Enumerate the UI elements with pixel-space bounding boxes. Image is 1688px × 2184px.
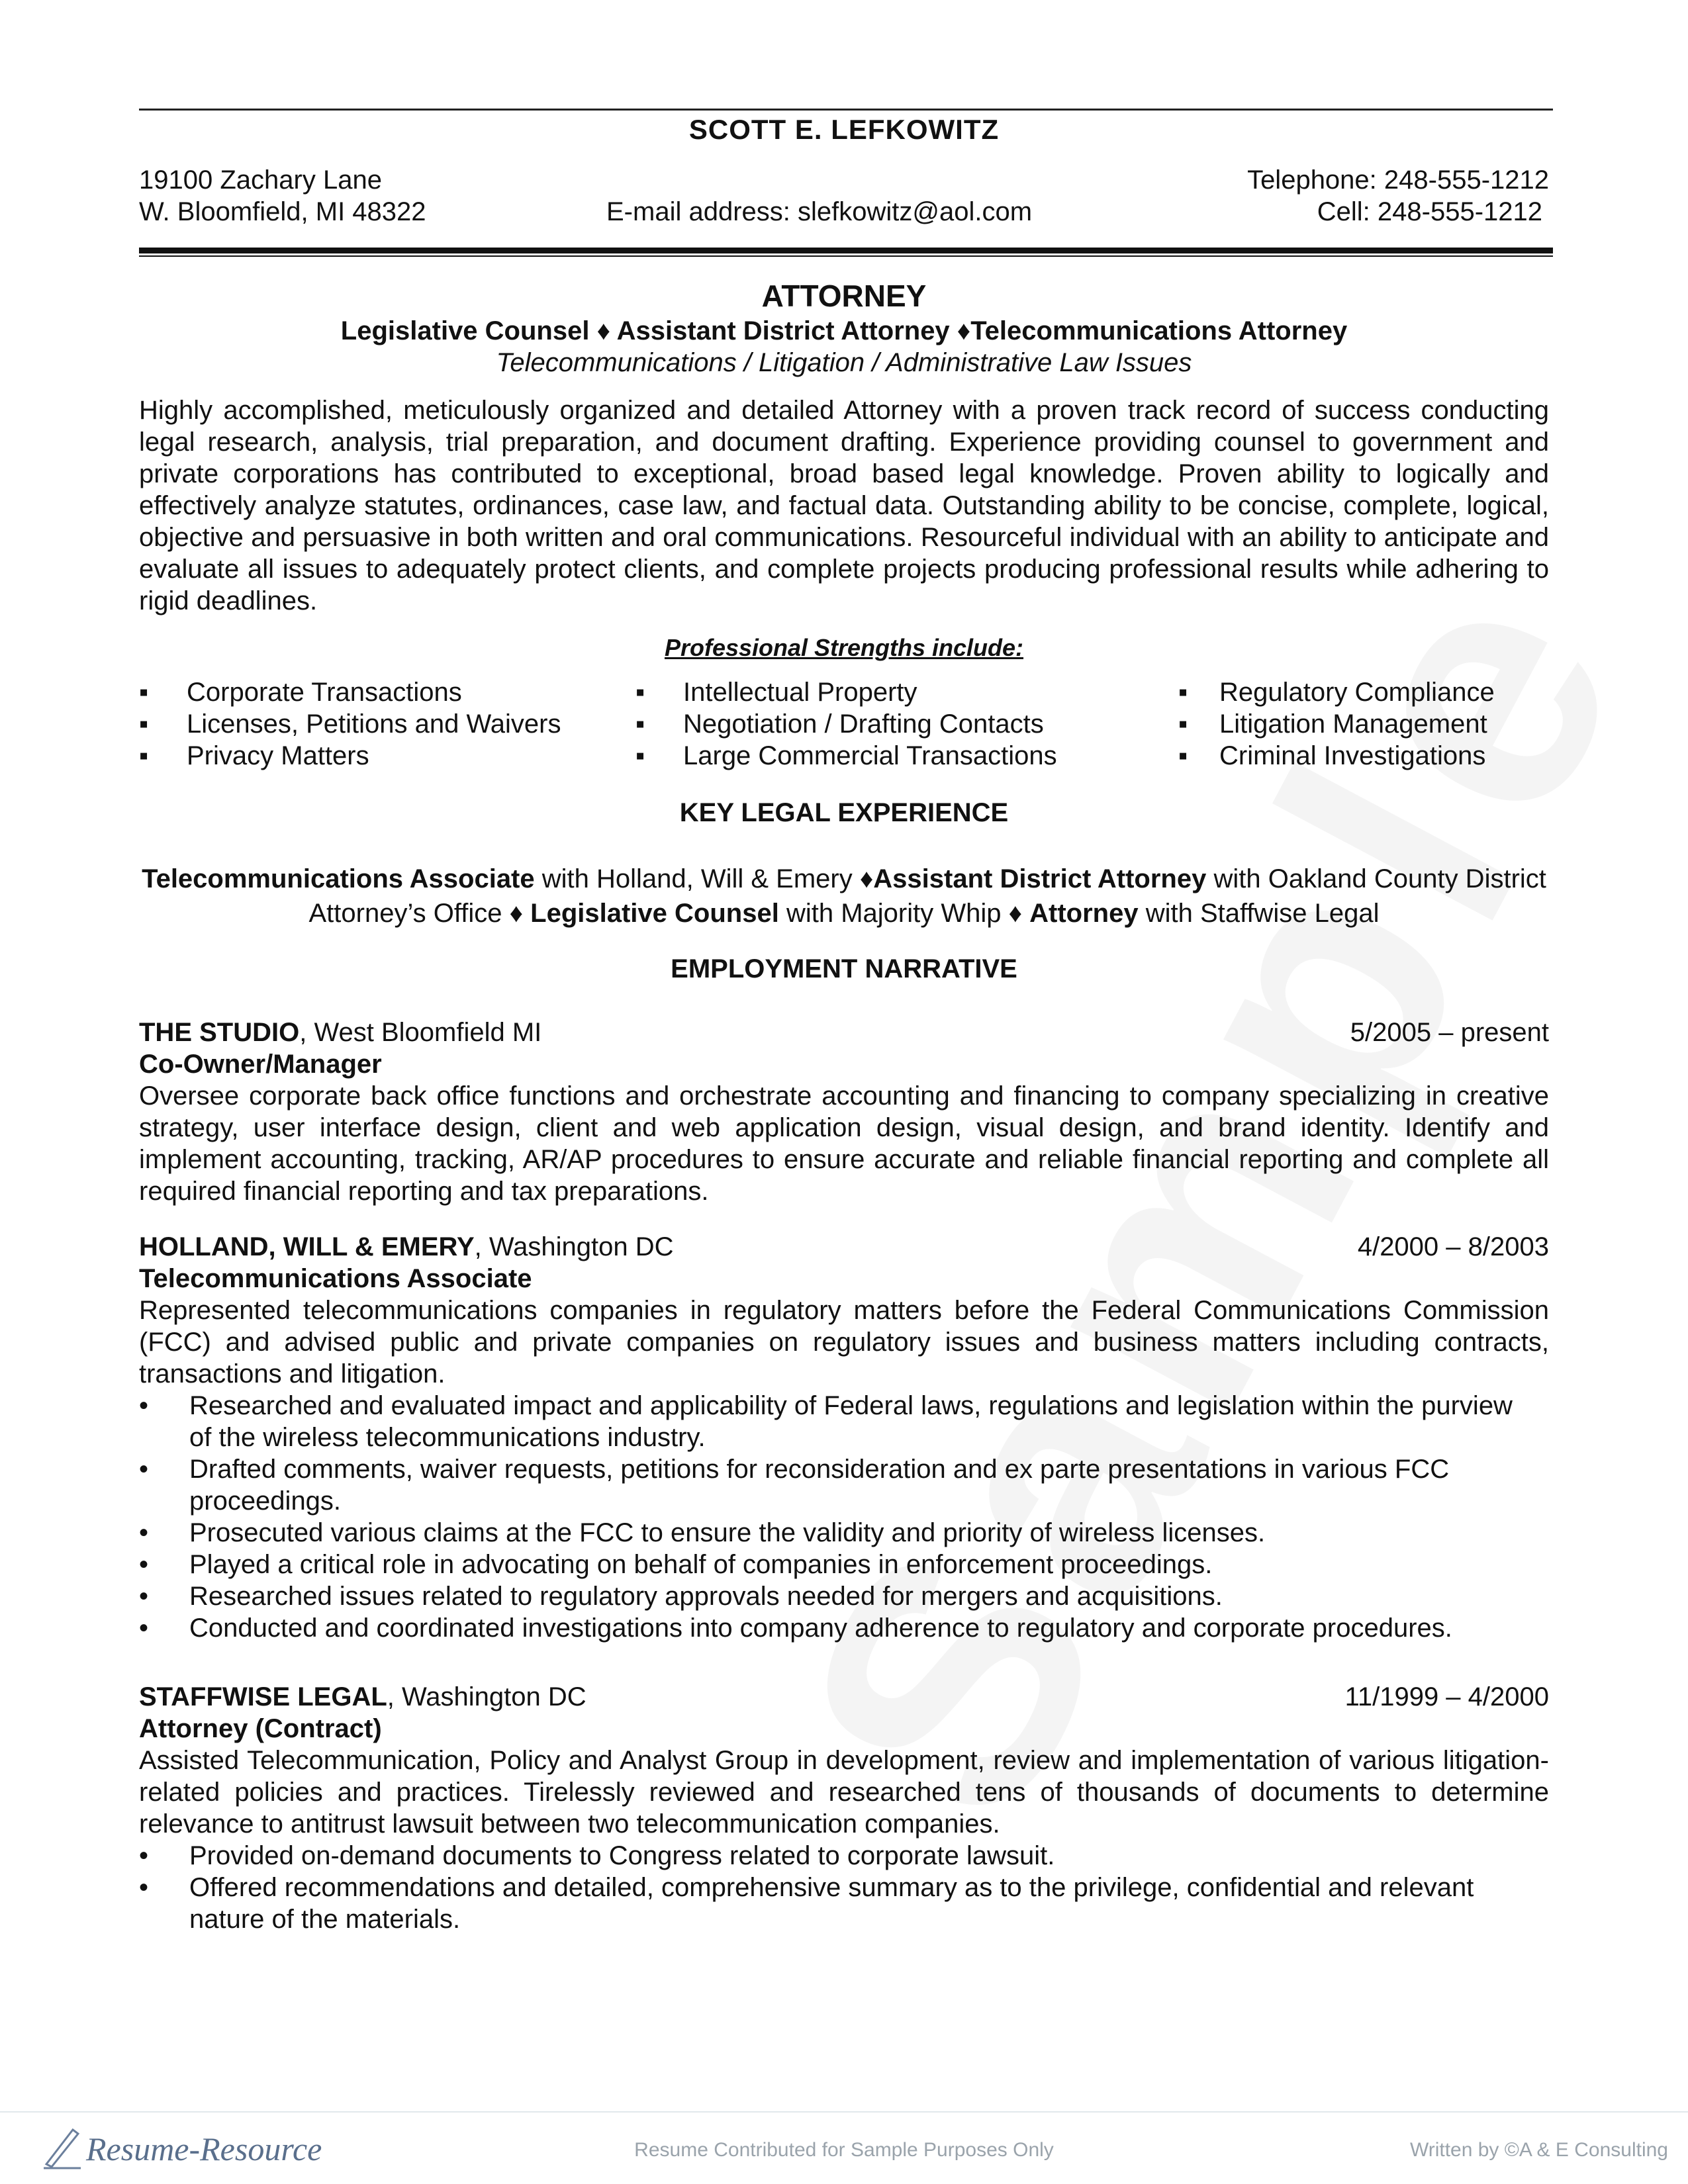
resume-resource-logo[interactable]: Resume-Resource xyxy=(86,2130,322,2167)
list-item: • Researched issues related to regulatory approvals needed for mergers and acquisitions. xyxy=(139,1582,1223,1611)
company-name: THE STUDIO xyxy=(139,1018,300,1047)
job-header xyxy=(139,1681,1549,1713)
job-dates: 4/2000 – 8/2003 xyxy=(1357,1232,1549,1261)
job-title: Telecommunications Associate xyxy=(139,1264,532,1293)
square-bullet-icon: ▪ xyxy=(635,678,645,707)
candidate-name: SCOTT E. LEFKOWITZ xyxy=(688,114,1000,145)
job-title: Attorney (Contract) xyxy=(139,1714,382,1743)
job-title: Co-Owner/Manager xyxy=(139,1050,382,1079)
square-bullet-icon: ▪ xyxy=(635,741,645,770)
list-item: • Offered recommendations and detailed, comprehensive summary as to the privilege, confidential and relevant nature of the materials. xyxy=(139,1873,1474,1934)
bullet-icon: • xyxy=(139,1873,149,1902)
telephone: Telephone: 248-555-1212 xyxy=(1247,165,1549,195)
company-name: HOLLAND, WILL & EMERY xyxy=(139,1232,475,1261)
list-item: • Played a critical role in advocating on behalf of companies in enforcement proceedings. xyxy=(139,1550,1213,1579)
email-address: E-mail address: slefkowitz@aol.com xyxy=(606,197,1033,226)
bullet-icon: • xyxy=(139,1518,149,1547)
address-line-2: W. Bloomfield, MI 48322 xyxy=(139,197,426,226)
list-item: • Conducted and coordinated investigations into company adherence to regulatory and corporate procedures. xyxy=(139,1614,1452,1643)
job-dates: 11/1999 – 4/2000 xyxy=(1344,1682,1549,1711)
bullet-icon: • xyxy=(139,1455,149,1484)
job-description: Represented telecommunications companies in regulatory matters before the Federal Communications Commission (FCC) and advised public and private companies on regulatory issues and business matters including contracts, transactions and litigation. xyxy=(139,1296,1549,1388)
job-header xyxy=(139,1231,1549,1263)
header-top-rule xyxy=(139,109,1553,111)
job-description: Oversee corporate back office functions and orchestrate accounting and financing to company specializing in creative strategy, user interface design, client and web application design, visual design, and brand identity. Identify and implement accounting, tracking, AR/AP procedures to ensure accurate and reliable financial reporting and complete all required financial reporting and tax preparations. xyxy=(139,1081,1549,1206)
list-item: • Researched and evaluated impact and applicability of Federal laws, regulations and legislation within the purview of the wireless telecommunications industry. xyxy=(139,1391,1513,1452)
headline-focus: Telecommunications / Litigation / Administrative Law Issues xyxy=(496,348,1192,377)
job-achievements xyxy=(139,1840,1516,1935)
square-bullet-icon: ▪ xyxy=(1178,678,1188,707)
bullet-icon: • xyxy=(139,1582,149,1611)
footer-divider xyxy=(0,2111,1688,2113)
key-experience-summary: Telecommunications Associate with Holland, Will & Emery ♦Assistant District Attorney with Oakland County District Attorney’s Office ♦ Legislative Counsel with Majority Whip ♦ Attorney with Staffwise Legal xyxy=(142,864,1546,928)
company-name: STAFFWISE LEGAL xyxy=(139,1682,387,1711)
diamond-separator-icon: ♦ xyxy=(1008,899,1022,928)
footer-credit: Written by ©A & E Consulting xyxy=(1409,2139,1668,2161)
square-bullet-icon: ▪ xyxy=(139,709,149,739)
list-item: • Prosecuted various claims at the FCC to ensure the validity and priority of wireless licenses. xyxy=(139,1518,1266,1547)
company-location: , Washington DC xyxy=(387,1682,586,1711)
list-item: • Provided on-demand documents to Congress related to corporate lawsuit. xyxy=(139,1841,1055,1870)
job-description: Assisted Telecommunication, Policy and Analyst Group in development, review and implementation of various litigation-related policies and practices. Tirelessly reviewed and researched tens of thousands of documents to determine relevance to antitrust lawsuit between two telecommunication companies. xyxy=(139,1746,1549,1839)
job-header xyxy=(139,1017,1549,1048)
square-bullet-icon: ▪ xyxy=(635,709,645,739)
cell-phone: Cell: 248-555-1212 xyxy=(1317,197,1542,226)
bullet-icon: • xyxy=(139,1550,149,1579)
square-bullet-icon: ▪ xyxy=(139,741,149,770)
square-bullet-icon: ▪ xyxy=(1178,741,1188,770)
diamond-separator-icon: ♦ xyxy=(859,864,874,893)
headline-roles: Legislative Counsel ♦ Assistant District Attorney ♦Telecommunications Attorney xyxy=(340,316,1348,345)
employment-heading: EMPLOYMENT NARRATIVE xyxy=(671,954,1017,983)
bullet-icon: • xyxy=(139,1614,149,1643)
bullet-icon: • xyxy=(139,1391,149,1420)
address-line-1: 19100 Zachary Lane xyxy=(139,165,382,195)
job-achievements xyxy=(139,1390,1516,1644)
professional-summary: Highly accomplished, meticulously organized and detailed Attorney with a proven track record of success conducting legal research, analysis, trial preparation, and document drafting. Experience providing counsel to government and private corporations has contributed to exceptional, broad based legal knowledge. Proven ability to logically and effectively analyze statutes, ordinances, case law, and factual data. Outstanding ability to be concise, complete, logical, objective and persuasive in both written and oral communications. Resourceful individual with an ability to anticipate and evaluate all issues to adequately protect clients, and complete projects producing professional results while adhering to rigid deadlines. xyxy=(139,396,1549,615)
square-bullet-icon: ▪ xyxy=(139,678,149,707)
company-location: , Washington DC xyxy=(474,1232,674,1261)
header-bottom-rule xyxy=(139,248,1553,257)
footer-disclaimer: Resume Contributed for Sample Purposes Only xyxy=(634,2139,1054,2161)
bullet-icon: • xyxy=(139,1841,149,1870)
key-experience-heading: KEY LEGAL EXPERIENCE xyxy=(679,798,1009,827)
strengths-heading: Professional Strengths include: xyxy=(664,634,1024,661)
list-item: • Drafted comments, waiver requests, petitions for reconsideration and ex parte presentations in various FCC proceedings. xyxy=(139,1455,1450,1516)
square-bullet-icon: ▪ xyxy=(1178,709,1188,739)
company-location: , West Bloomfield MI xyxy=(299,1018,542,1047)
diamond-separator-icon: ♦ xyxy=(509,899,524,928)
headline-title: ATTORNEY xyxy=(761,279,927,313)
job-dates: 5/2005 – present xyxy=(1350,1018,1549,1047)
